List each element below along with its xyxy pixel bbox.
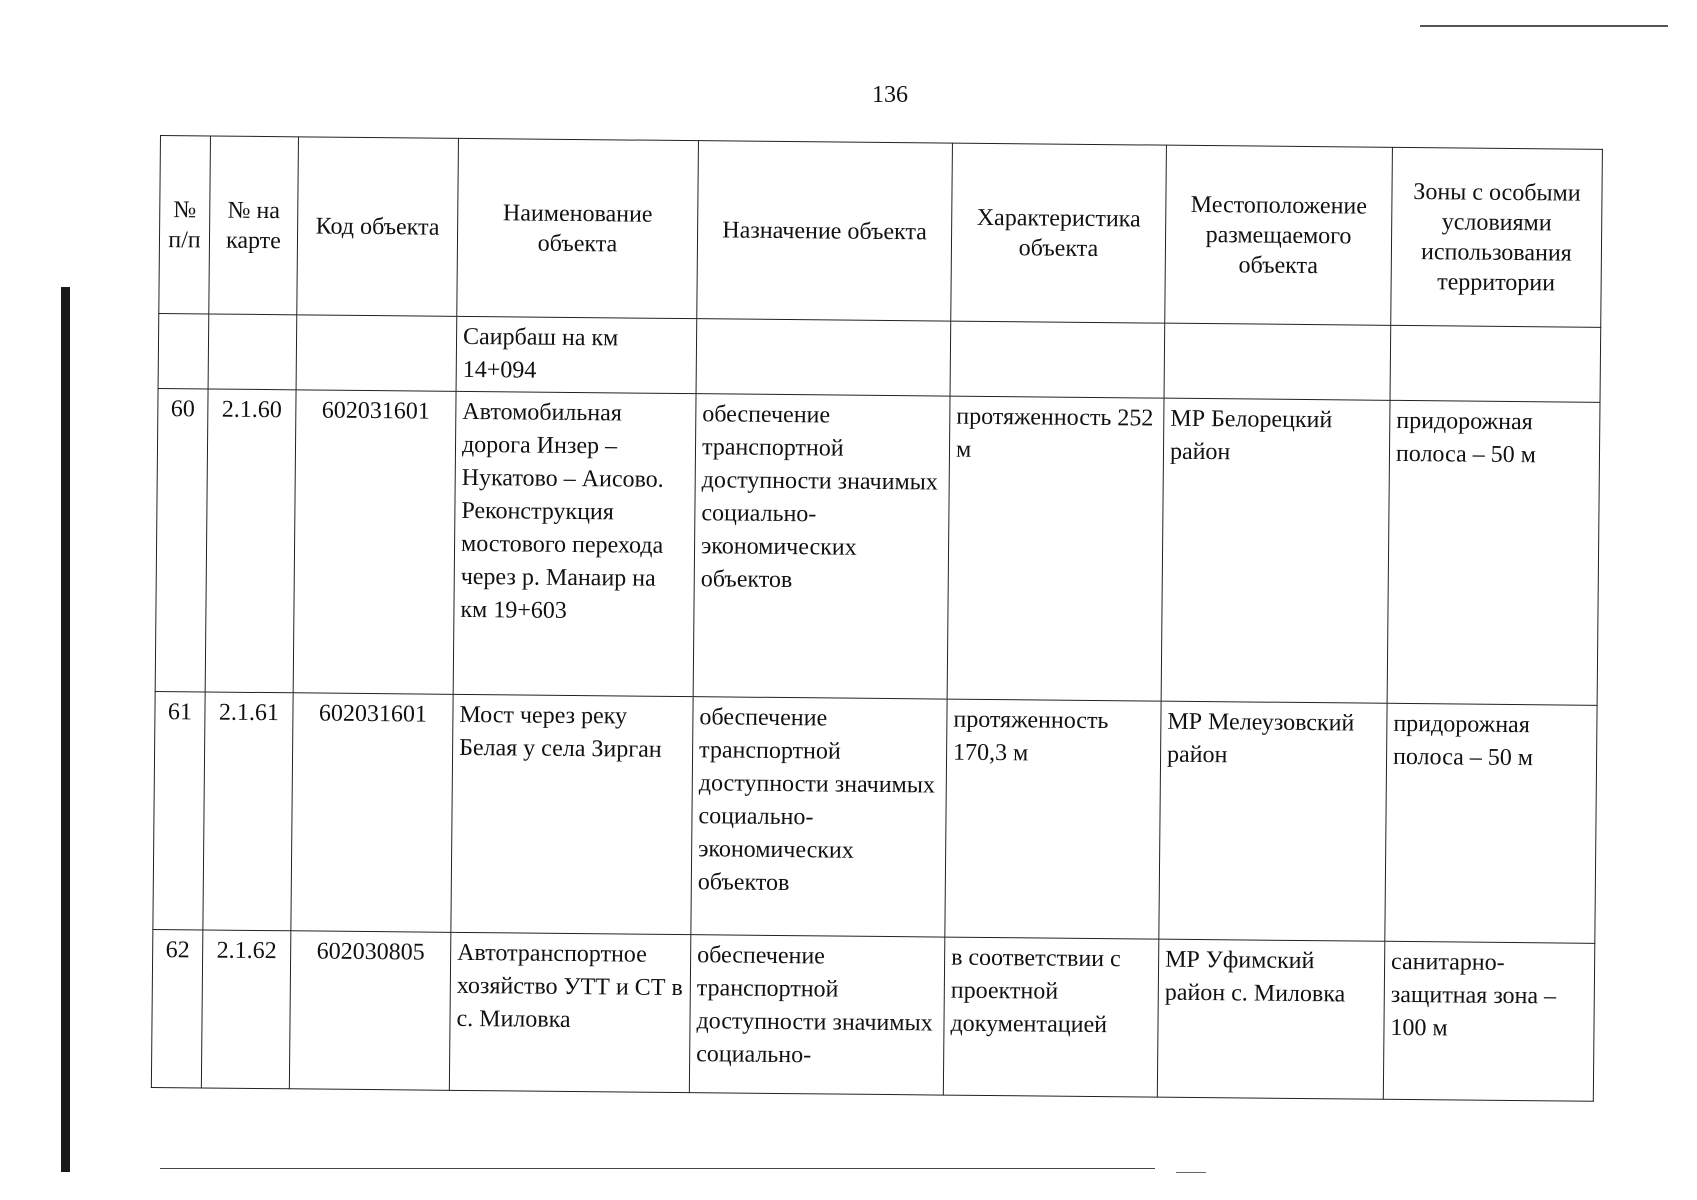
cell-number: 60	[155, 388, 208, 691]
scan-artifact-bottom-line	[160, 1168, 1155, 1169]
table-row-continuation	[158, 313, 1601, 402]
cell-object-code: 602031601	[291, 693, 453, 933]
cell-object-purpose: обеспечение транспортной доступности значимых социально-экономических объектов	[693, 394, 950, 699]
cell-special-zones	[1390, 325, 1601, 402]
cell-number	[158, 313, 209, 388]
cell-object-location	[1164, 323, 1391, 400]
scan-artifact-left-bar	[61, 287, 70, 1172]
cell-object-name: Автотранспортное хозяйство УТТ и СТ в с. Миловка	[449, 932, 691, 1092]
page-number: 136	[872, 82, 908, 108]
cell-map-number: 2.1.62	[201, 930, 291, 1089]
cell-special-zones: придорожная полоса – 50 м	[1387, 400, 1600, 705]
header-special-zones: Зоны с особыми условиями использования территории	[1391, 147, 1603, 327]
table-header-row	[159, 136, 1603, 328]
cell-object-purpose	[696, 319, 951, 396]
cell-number: 61	[153, 691, 205, 929]
cell-object-code: 602031601	[293, 390, 456, 695]
cell-object-characteristic: протяженность 252 м	[947, 396, 1164, 701]
cell-map-number: 2.1.61	[203, 692, 293, 931]
cell-object-characteristic: протяженность 170,3 м	[945, 699, 1161, 939]
cell-map-number: 2.1.60	[205, 389, 296, 693]
cell-object-location: МР Уфимский район с. Миловка	[1157, 939, 1385, 1099]
scan-artifact-bottom-dash	[1176, 1172, 1206, 1173]
cell-object-characteristic	[950, 321, 1165, 398]
cell-object-name: Автомобильная дорога Инзер – Нукатово – Аисово. Реконструкция мостового перехода через р. Манаир на км 19+603	[453, 391, 696, 696]
header-object-characteristic: Характеристика объекта	[951, 143, 1167, 323]
cell-object-location: МР Белорецкий район	[1161, 398, 1390, 703]
cell-object-location: МР Мелеузовский район	[1159, 701, 1387, 941]
cell-number: 62	[151, 929, 203, 1087]
cell-special-zones: санитарно-защитная зона – 100 м	[1383, 941, 1595, 1101]
cell-object-purpose: обеспечение транспортной доступности значимых социально-экономических объектов	[691, 697, 947, 937]
cell-object-code	[296, 315, 457, 392]
table-row	[151, 929, 1594, 1101]
cell-object-purpose: обеспечение транспортной доступности значимых социально-	[689, 935, 945, 1095]
cell-special-zones: придорожная полоса – 50 м	[1385, 703, 1597, 943]
header-map-number: № на карте	[209, 136, 299, 315]
scan-artifact-top-line	[1420, 25, 1668, 27]
table-row	[155, 388, 1600, 705]
cell-object-name: Мост через реку Белая у села Зирган	[451, 694, 693, 934]
cell-object-characteristic: в соответствии с проектной документацией	[943, 937, 1159, 1097]
cell-object-name: Саирбаш на км 14+094	[456, 316, 697, 393]
header-number: № п/п	[159, 136, 211, 314]
table-row	[153, 691, 1597, 943]
header-object-code: Код объекта	[297, 137, 459, 317]
header-object-location: Местоположение размещаемого объекта	[1165, 145, 1393, 325]
cell-object-code: 602030805	[289, 931, 451, 1091]
header-object-purpose: Назначение объекта	[697, 141, 953, 321]
objects-table	[151, 135, 1603, 1102]
header-object-name: Наименование объекта	[457, 138, 699, 318]
cell-map-number	[208, 314, 297, 390]
